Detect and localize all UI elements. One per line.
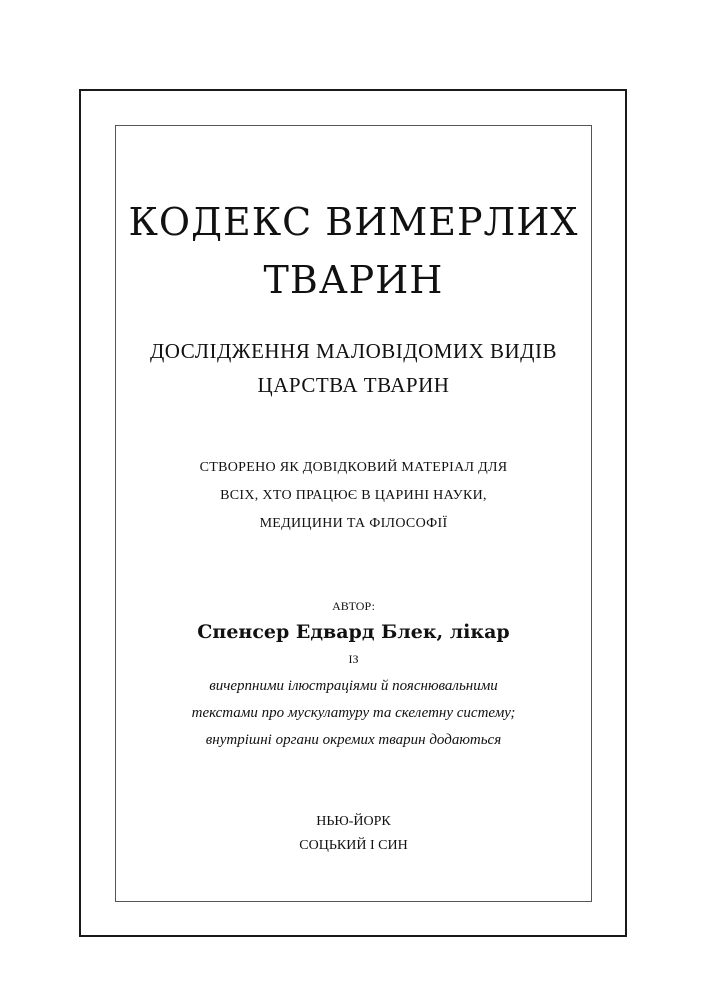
book-title-line-1: КОДЕКС ВИМЕРЛИХ: [128, 200, 579, 244]
book-title-line-2: ТВАРИН: [263, 258, 444, 302]
illustrations-line-2: текстами про мускулатуру та скелетну систему;: [191, 705, 516, 721]
book-subtitle-line-1: ДОСЛІДЖЕННЯ МАЛОВІДОМИХ ВИДІВ: [149, 339, 557, 363]
author-label: АВТОР:: [332, 599, 375, 613]
publisher-block: [115, 810, 592, 858]
illustrations-line-3: внутрішні органи окремих тварин додаються: [205, 732, 502, 748]
book-title: [115, 193, 592, 309]
purpose-line-3: МЕДИЦИНИ ТА ФІЛОСОФІЇ: [259, 516, 448, 531]
purpose-line-1: СТВОРЕНО ЯК ДОВІДКОВИЙ МАТЕРІАЛ ДЛЯ: [199, 460, 508, 475]
book-subtitle-line-2: ЦАРСТВА ТВАРИН: [257, 373, 450, 397]
book-subtitle: [115, 334, 592, 402]
purpose-statement: [115, 454, 592, 538]
with-label: ІЗ: [348, 652, 359, 666]
title-page-content: [115, 125, 592, 858]
publisher-city: НЬЮ-ЙОРК: [316, 814, 391, 829]
author-name: Спенсер Едвард Блек, лікар: [197, 621, 510, 643]
purpose-line-2: ВСІХ, ХТО ПРАЦЮЄ В ЦАРИНІ НАУКИ,: [220, 488, 487, 503]
illustrations-line-1: вичерпними ілюстраціями й пояснювальними: [209, 678, 498, 694]
illustrations-note: [115, 673, 592, 754]
publisher-name: СОЦЬКИЙ І СИН: [299, 838, 408, 853]
